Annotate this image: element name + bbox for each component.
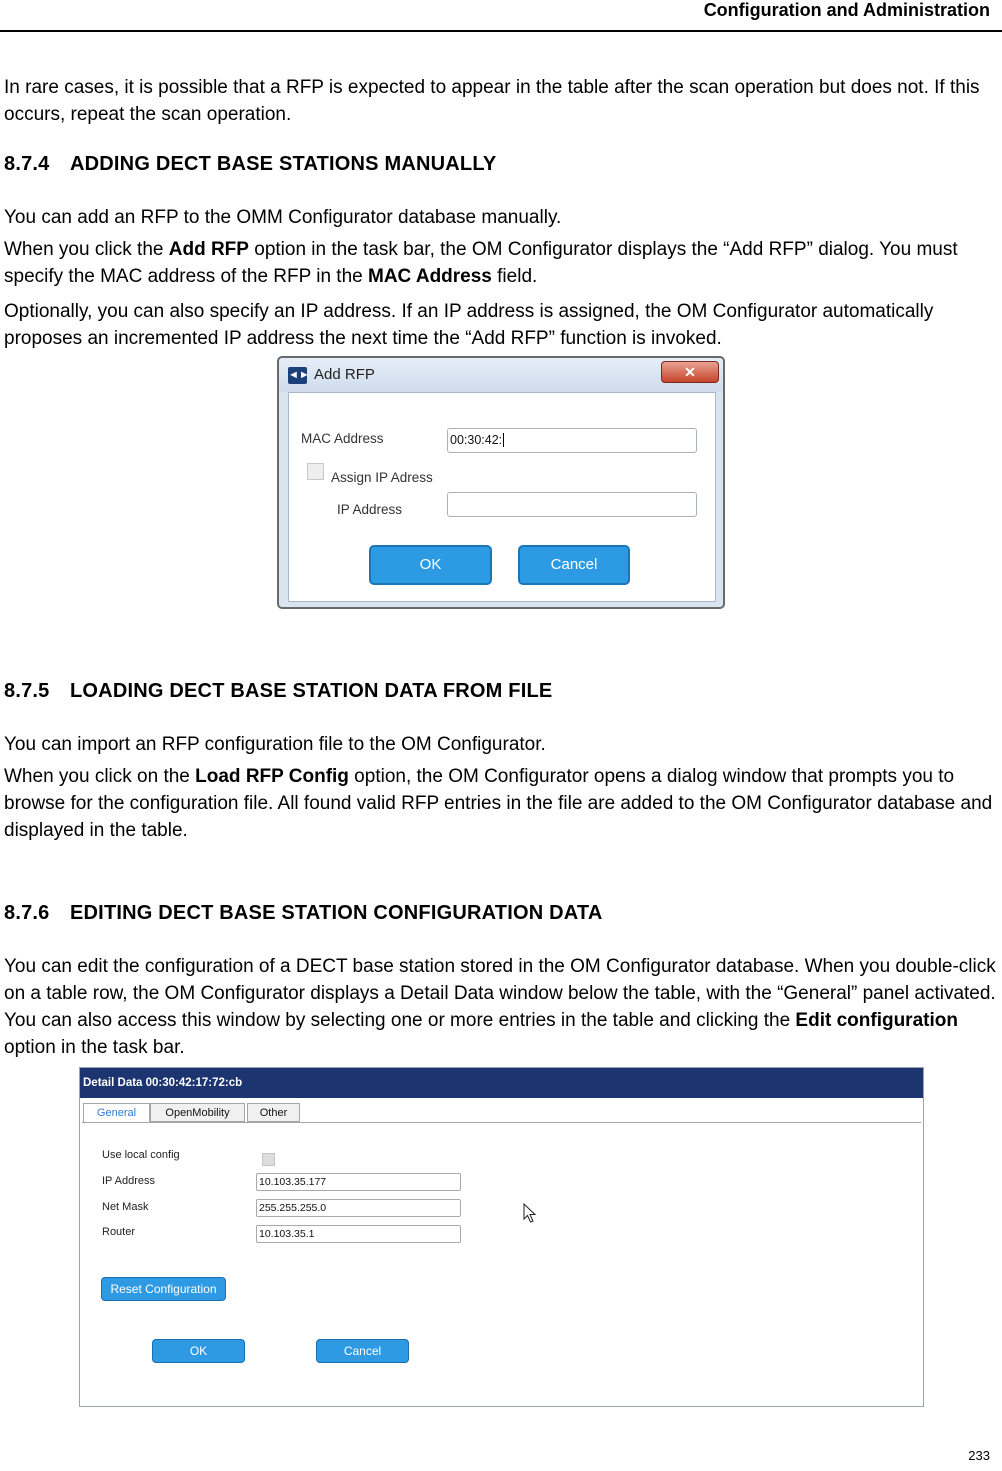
dialog-title: Add RFP [314, 366, 375, 383]
add-rfp-dialog [277, 356, 725, 609]
header-rule [0, 30, 1002, 32]
paragraph: When you click on the Load RFP Config option, the OM Configurator opens a dialog window that prompts you to browse for the configuration file. All found valid RFP entries in the file are added to the OM Configurator database and displayed in the table. [4, 766, 993, 841]
tab-divider [82, 1122, 921, 1123]
app-logo-icon: ◄► [288, 367, 307, 384]
router-field[interactable]: 10.103.35.1 [256, 1225, 461, 1243]
cancel-button[interactable]: Cancel [518, 545, 630, 585]
assign-ip-label: Assign IP Adress [331, 470, 433, 485]
mouse-pointer-icon [523, 1203, 537, 1223]
section-number: 8.7.5 [4, 680, 50, 702]
assign-ip-checkbox[interactable] [307, 463, 324, 480]
mac-address-field[interactable]: 00:30:42: [447, 428, 697, 453]
page-number: 233 [968, 1448, 990, 1463]
router-label: Router [102, 1226, 136, 1238]
ok-button[interactable]: OK [152, 1339, 245, 1363]
section-title: ADDING DECT BASE STATIONS MANUALLY [70, 153, 497, 175]
paragraph: You can add an RFP to the OMM Configurator database manually. [4, 207, 562, 228]
paragraph: Optionally, you can also specify an IP address. If an IP address is assigned, the OM Configurator automatically proposes an incremented IP address the next time the “Add RFP” function is invoked. [4, 301, 934, 349]
page-header-title: Configuration and Administration [703, 0, 990, 20]
paragraph: You can import an RFP configuration file to the OM Configurator. [4, 734, 546, 755]
section-heading-875 [4, 680, 552, 703]
reset-configuration-button[interactable]: Reset Configuration [101, 1277, 226, 1301]
section-title: LOADING DECT BASE STATION DATA FROM FILE [70, 680, 553, 702]
use-local-config-label: Use local config [102, 1149, 180, 1161]
tab-general[interactable]: General [83, 1103, 150, 1123]
tab-openmobility[interactable]: OpenMobility [150, 1103, 245, 1122]
ip-address-field[interactable]: 10.103.35.177 [256, 1173, 461, 1191]
intro-paragraph: In rare cases, it is possible that a RFP is expected to appear in the table after the scan operation but does not. If this occurs, repeat the scan operation. [4, 77, 980, 125]
section-heading-874 [4, 153, 496, 176]
paragraph: You can edit the configuration of a DECT base station stored in the OM Configurator database. When you double-click on a table row, the OM Configurator displays a Detail Data window below the table, with the “General” panel activated. You can also access this window by selecting one or more entries in the table and clicking the Edit configuration option in the task bar. [4, 956, 996, 1058]
ip-address-label: IP Address [102, 1175, 155, 1187]
section-title: EDITING DECT BASE STATION CONFIGURATION DATA [70, 902, 603, 924]
detail-data-window [79, 1067, 924, 1407]
mac-address-label: MAC Address [301, 431, 384, 446]
ip-address-field[interactable] [447, 492, 697, 517]
dialog-body [288, 392, 716, 602]
close-icon[interactable]: ✕ [661, 361, 719, 383]
dialog-titlebar [279, 358, 723, 392]
net-mask-label: Net Mask [102, 1201, 149, 1213]
detail-window-title: Detail Data 00:30:42:17:72:cb [80, 1068, 923, 1098]
tab-other[interactable]: Other [247, 1103, 300, 1122]
net-mask-field[interactable]: 255.255.255.0 [256, 1199, 461, 1217]
paragraph: When you click the Add RFP option in the task bar, the OM Configurator displays the “Add RFP” dialog. You must specify the MAC address of the RFP in the MAC Address field. [4, 239, 958, 287]
section-number: 8.7.6 [4, 902, 50, 924]
ok-button[interactable]: OK [369, 545, 492, 585]
cancel-button[interactable]: Cancel [316, 1339, 409, 1363]
ip-address-label: IP Address [337, 502, 403, 517]
use-local-config-checkbox[interactable] [262, 1153, 275, 1166]
section-heading-876 [4, 902, 602, 925]
section-number: 8.7.4 [4, 153, 50, 175]
